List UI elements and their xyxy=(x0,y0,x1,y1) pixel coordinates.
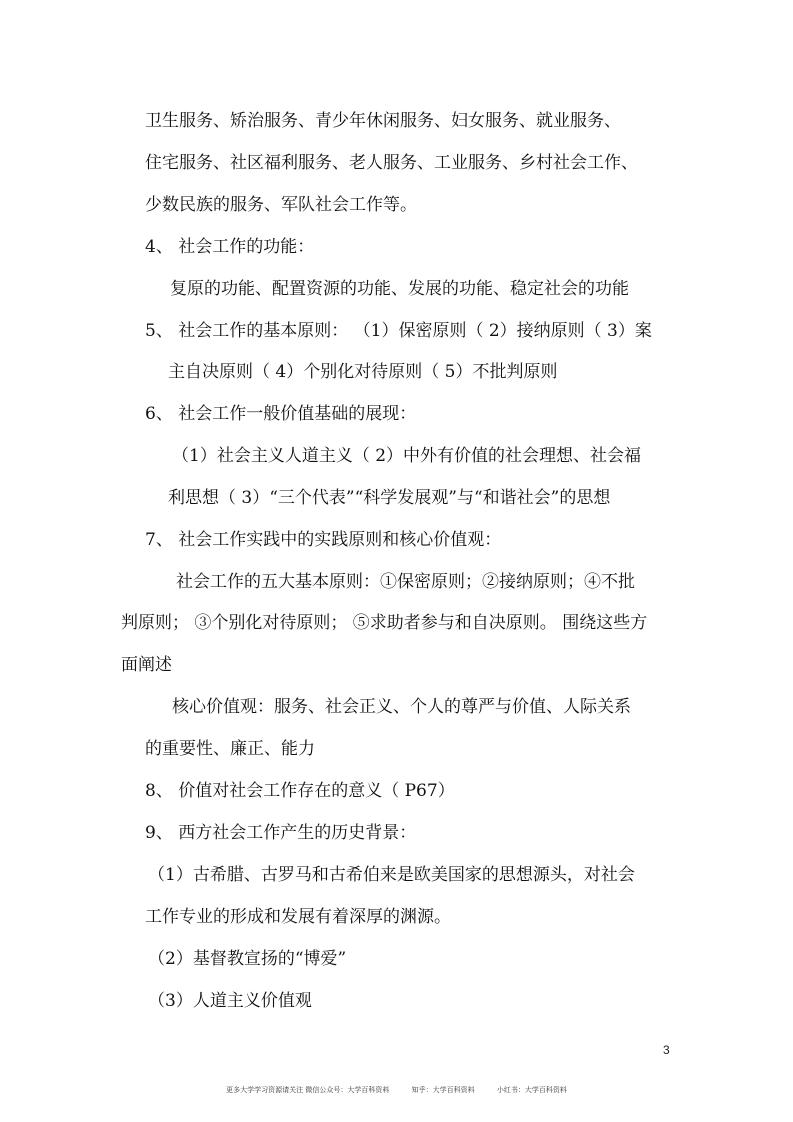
body-line: 住宅服务、社区福利服务、老人服务、工业服务、乡村社会工作、 xyxy=(145,153,638,173)
section-heading-7: 7、 社会工作实践中的实践原则和核心价值观： xyxy=(145,530,502,550)
body-line: （2）基督教宣扬的“博爱” xyxy=(148,949,347,969)
footer xyxy=(0,1085,793,1095)
body-line: 面阐述 xyxy=(121,655,172,675)
body-line: 卫生服务、矫治服务、青少年休闲服务、妇女服务、就业服务、 xyxy=(145,111,621,131)
footer-zhihu: 知乎：大学百科资料 xyxy=(411,1086,475,1094)
body-line: 利思想（ 3）“三个代表”“科学发展观”与“和谐社会”的思想 xyxy=(168,488,611,508)
body-line: （3）人道主义价值观 xyxy=(148,991,312,1011)
body-line: 社会工作的五大基本原则：①保密原则；②接纳原则；④不批 xyxy=(176,572,635,592)
page-number: 3 xyxy=(663,1043,670,1057)
body-line: 核心价值观：服务、社会正义、个人的尊严与价值、人际关系 xyxy=(172,697,631,717)
body-line: 复原的功能、配置资源的功能、发展的功能、稳定社会的功能 xyxy=(170,279,629,299)
section-heading-4: 4、 社会工作的功能： xyxy=(145,237,315,257)
section-heading-5: 5、 社会工作的基本原则： （1）保密原则（ 2）接纳原则（ 3）案 xyxy=(145,321,652,341)
body-line: 的重要性、廉正、能力 xyxy=(145,739,315,759)
body-line: 工作专业的形成和发展有着深厚的渊源。 xyxy=(145,907,451,927)
section-heading-9: 9、 西方社会工作产生的历史背景： xyxy=(145,823,417,843)
body-line: 少数民族的服务、军队社会工作等。 xyxy=(145,195,417,215)
body-line: （1）古希腊、古罗马和古希伯来是欧美国家的思想源头，对社会 xyxy=(148,865,635,885)
body-line: （1）社会主义人道主义（ 2）中外有价值的社会理想、社会福 xyxy=(172,446,642,466)
section-heading-6: 6、 社会工作一般价值基础的展现： xyxy=(145,404,417,424)
footer-wechat: 更多大学学习资源请关注 微信公众号：大学百科资料 xyxy=(226,1086,390,1094)
section-heading-8: 8、 价值对社会工作存在的意义（ P67） xyxy=(145,781,455,801)
footer-xiaohongshu: 小红书：大学百科资料 xyxy=(496,1086,567,1094)
body-line: 主自决原则（ 4）个别化对待原则（ 5）不批判原则 xyxy=(168,362,558,382)
body-line: 判原则； ③个别化对待原则； ⑤求助者参与和自决原则。 围绕这些方 xyxy=(121,613,648,633)
